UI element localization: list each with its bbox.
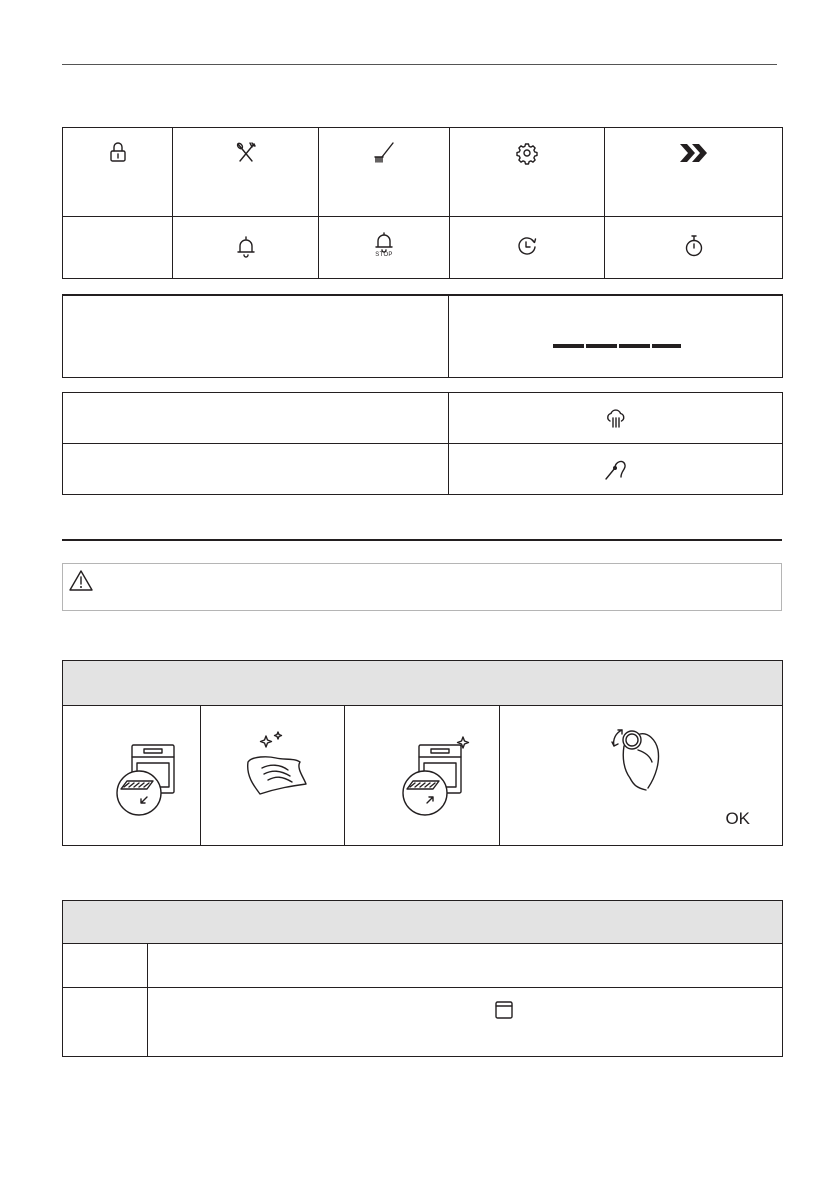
stopwatch-icon <box>682 233 706 259</box>
step-remove-tray <box>63 706 201 846</box>
cell-stopwatch <box>605 217 783 279</box>
display-indicator-table <box>62 294 783 378</box>
cleaning-brush-icon <box>371 140 397 166</box>
bottom-row2-text <box>148 988 783 1057</box>
wipe-cloth-icon <box>218 728 328 838</box>
step-knob <box>500 706 783 846</box>
step-insert-tray <box>345 706 500 846</box>
cell-cutlery <box>173 128 319 217</box>
food-probe-icon <box>602 455 630 483</box>
ok-label: OK <box>725 809 750 828</box>
cell-cleaning <box>319 128 450 217</box>
steam-icon <box>603 406 629 432</box>
cutlery-icon <box>233 140 259 166</box>
cell-settings <box>450 128 605 217</box>
bottom-row2-label <box>63 988 148 1057</box>
insert-tray-icon <box>367 731 477 841</box>
timer-delay-icon <box>514 234 540 260</box>
bell-icon <box>234 234 258 260</box>
steps-header <box>63 661 783 706</box>
indicator-label-cell <box>63 295 449 378</box>
steam-cell <box>449 393 783 444</box>
display-symbols-table <box>62 127 783 279</box>
cell-empty <box>63 217 173 279</box>
header-rule <box>62 64 777 65</box>
bottom-row1-label <box>63 944 148 988</box>
cell-lock <box>63 128 173 217</box>
rotate-knob-icon <box>604 716 674 802</box>
lock-icon <box>106 140 130 166</box>
indicator-cell <box>449 295 783 378</box>
step-wipe <box>201 706 345 846</box>
cell-bell-stop <box>319 217 450 279</box>
cleaning-steps-table <box>62 660 783 846</box>
stop-label: STOP <box>375 252 393 258</box>
progress-dashes <box>449 296 783 377</box>
double-chevron-icon <box>677 140 711 166</box>
cell-next <box>605 128 783 217</box>
warning-triangle-icon <box>68 569 94 593</box>
bottom-row1-text <box>148 944 783 988</box>
bottom-header <box>63 901 783 944</box>
warning-box <box>62 563 782 611</box>
oven-square-icon <box>494 1000 514 1020</box>
feature-label-cell <box>63 393 449 444</box>
section-divider <box>62 539 782 541</box>
bottom-table <box>62 900 783 1057</box>
feature-label-cell <box>63 444 449 495</box>
feature-table <box>62 392 783 495</box>
remove-tray-icon <box>77 731 187 841</box>
cell-bell <box>173 217 319 279</box>
settings-gear-icon <box>514 140 540 166</box>
cell-delay <box>450 217 605 279</box>
probe-cell <box>449 444 783 495</box>
bell-stop-icon <box>372 231 396 253</box>
